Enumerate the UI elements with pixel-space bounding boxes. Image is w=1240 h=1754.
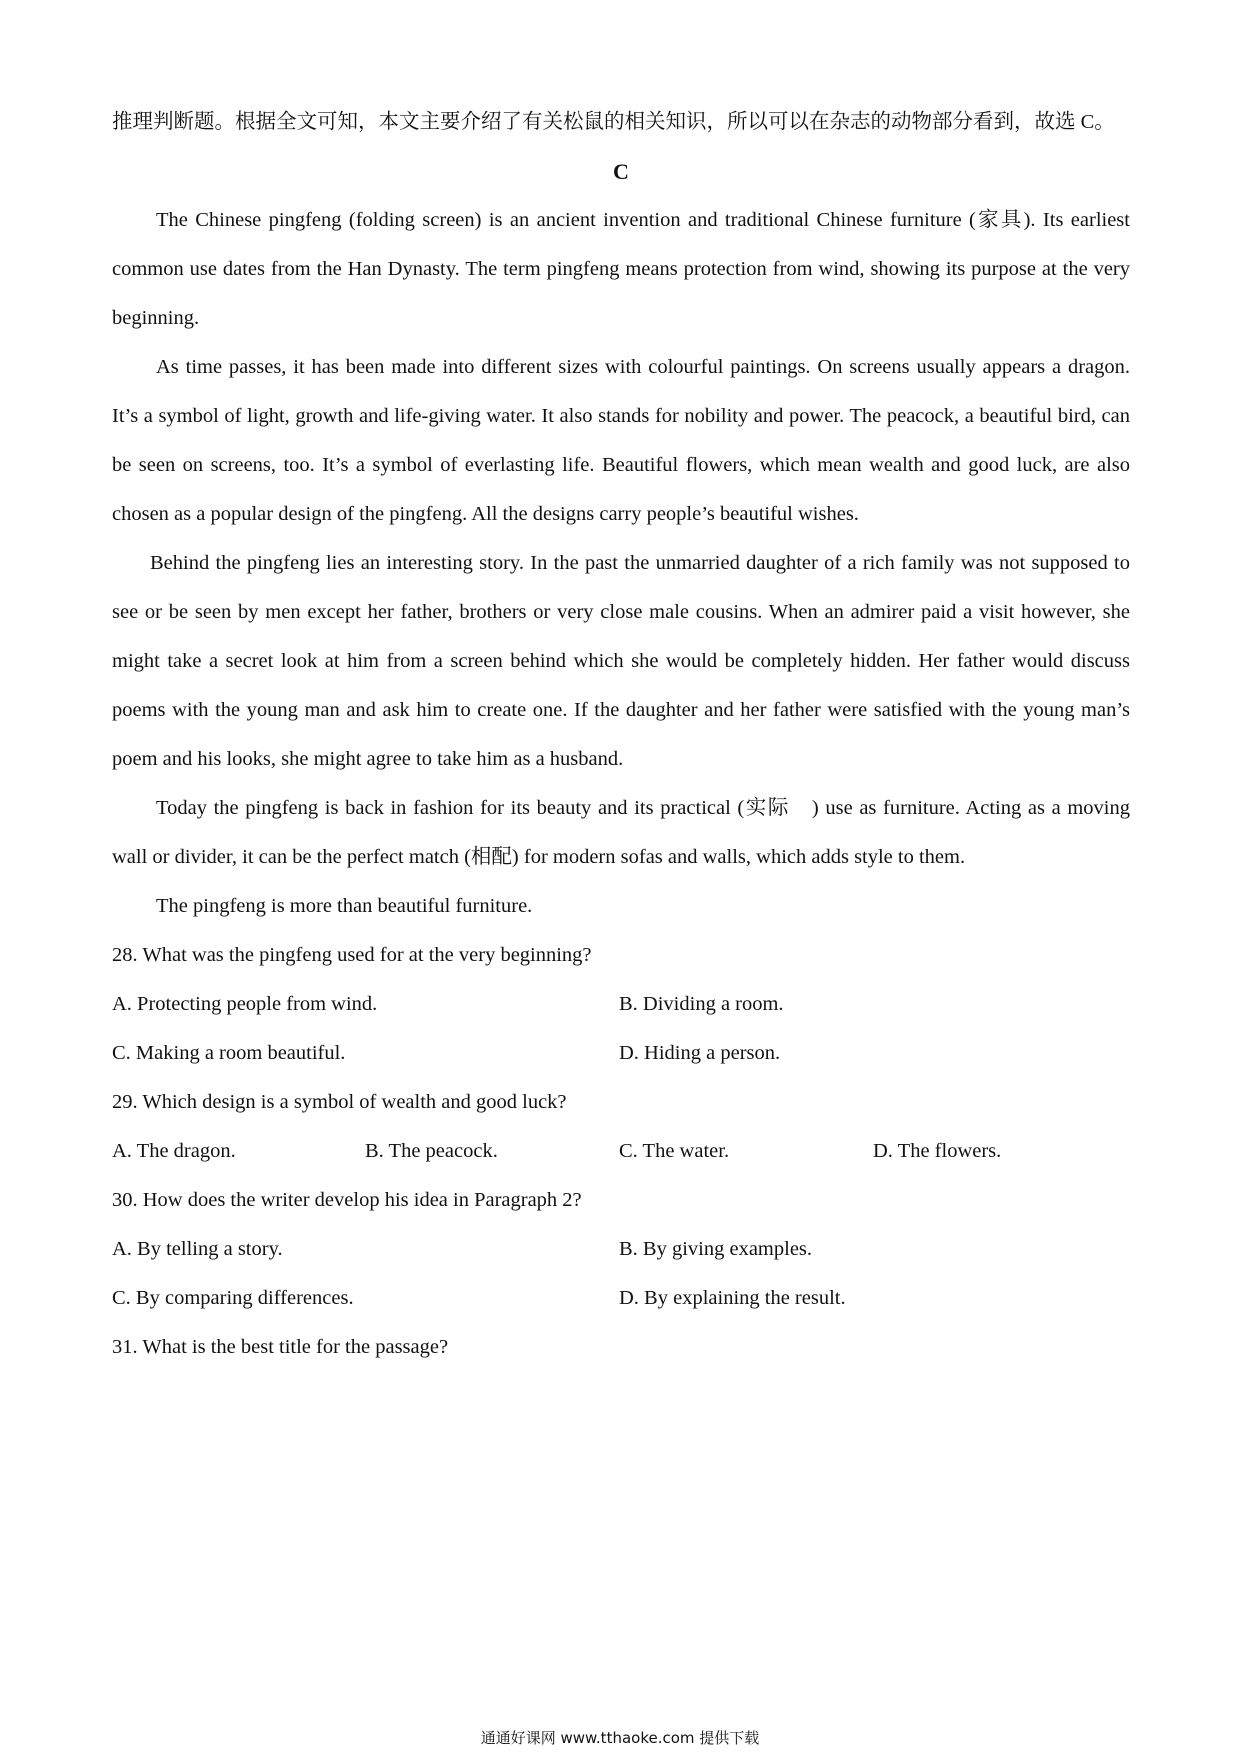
passage-paragraph-1: The Chinese pingfeng (folding screen) is an ancient invention and traditional Chinese furniture (家具). Its earliest common use dates from the Han Dynasty. The term pingfeng means protection from wind, showing its purpose at the very beginning. — [112, 209, 1130, 329]
document-page — [112, 98, 1130, 1372]
question-28: 28. What was the pingfeng used for at the very beginning? — [112, 944, 592, 966]
question-31: 31. What is the best title for the passage? — [112, 1336, 449, 1358]
page-footer: 通通好课网 www.tthaoke.com 提供下载 — [480, 1729, 760, 1747]
answer-explanation: 推理判断题。根据全文可知，本文主要介绍了有关松鼠的相关知识，所以可以在杂志的动物部分看到，故选 C。 — [112, 111, 1115, 133]
option-30-a: A. By telling a story. — [112, 1238, 283, 1260]
passage-paragraph-4: Today the pingfeng is back in fashion for its beauty and its practical (实际 ) use as furniture. Acting as a moving wall or divider, it can be the perfect match (相配) for modern sofas and walls, which adds style to them. — [112, 797, 1130, 868]
question-29: 29. Which design is a symbol of wealth and good luck? — [112, 1091, 567, 1113]
passage-paragraph-5: The pingfeng is more than beautiful furniture. — [156, 895, 533, 917]
question-30: 30. How does the writer develop his idea in Paragraph 2? — [112, 1189, 582, 1211]
passage-paragraph-3: Behind the pingfeng lies an interesting story. In the past the unmarried daughter of a rich family was not supposed to see or be seen by men except her father, brothers or very close male cousins. When an admirer paid a visit however, she might take a secret look at him from a screen behind which she would be completely hidden. Her father would discuss poems with the young man and ask him to create one. If the daughter and her father were satisfied with the young man’s poem and his looks, she might agree to take him as a husband. — [112, 552, 1130, 770]
option-28-c: C. Making a room beautiful. — [112, 1042, 346, 1064]
option-30-b: B. By giving examples. — [619, 1238, 813, 1260]
section-heading: C — [613, 159, 629, 184]
option-28-a: A. Protecting people from wind. — [112, 993, 378, 1015]
question-29-options — [112, 1127, 1130, 1176]
option-29-a: A. The dragon. — [112, 1140, 236, 1162]
question-30-options — [112, 1225, 1130, 1323]
question-28-options — [112, 980, 1130, 1078]
option-28-d: D. Hiding a person. — [619, 1042, 781, 1064]
option-30-d: D. By explaining the result. — [619, 1287, 846, 1309]
option-30-c: C. By comparing differences. — [112, 1287, 354, 1309]
option-29-b: B. The peacock. — [365, 1140, 498, 1162]
option-28-b: B. Dividing a room. — [619, 993, 784, 1015]
passage-paragraph-2: As time passes, it has been made into different sizes with colourful paintings. On screens usually appears a dragon. It’s a symbol of light, growth and life-giving water. It also stands for nobility and power. The peacock, a beautiful bird, can be seen on screens, too. It’s a symbol of everlasting life. Beautiful flowers, which mean wealth and good luck, are also chosen as a popular design of the pingfeng. All the designs carry people’s beautiful wishes. — [112, 356, 1130, 525]
option-29-c: C. The water. — [619, 1140, 730, 1162]
option-29-d: D. The flowers. — [873, 1140, 1002, 1162]
